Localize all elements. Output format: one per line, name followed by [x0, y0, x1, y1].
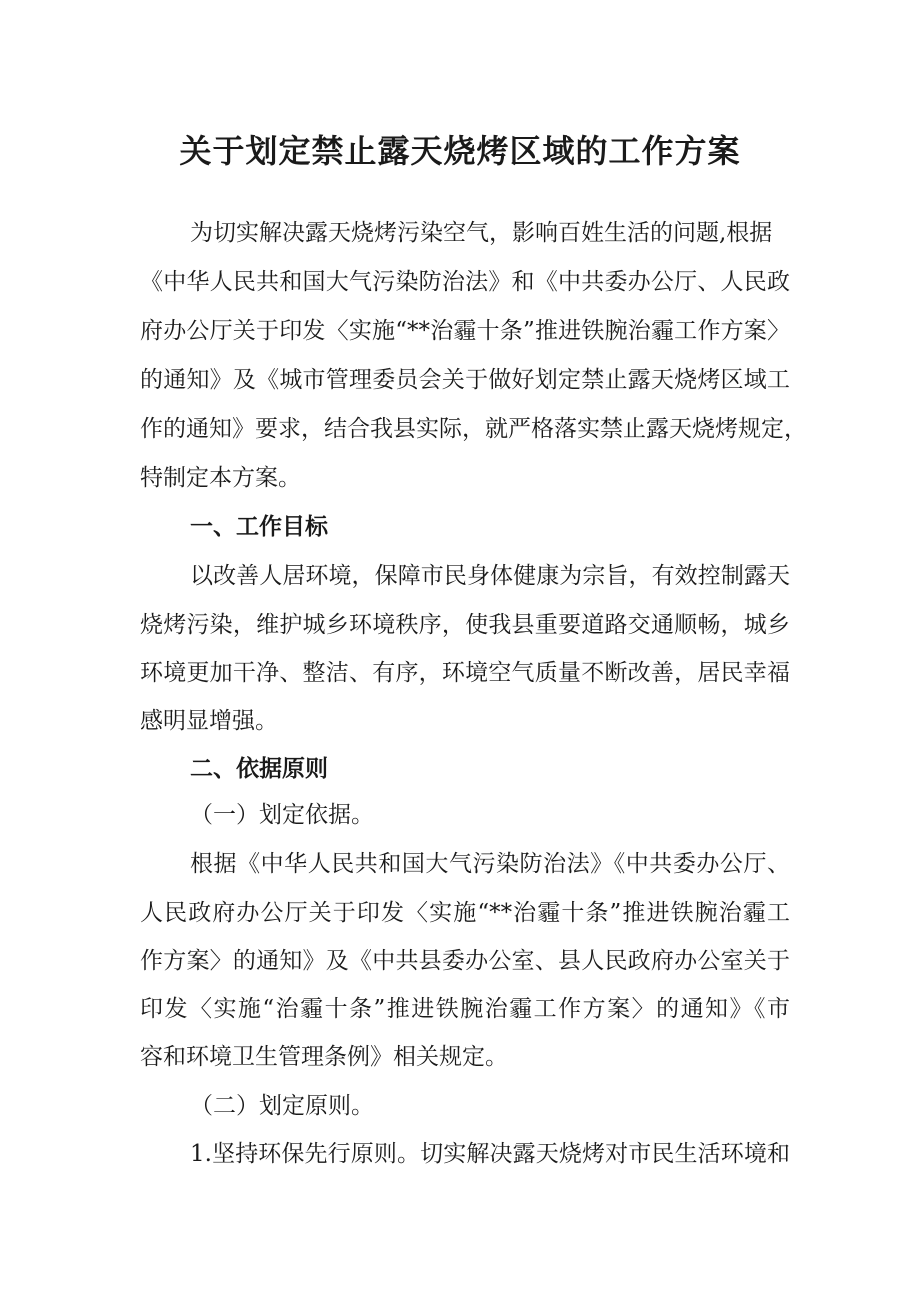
intro-line-3: 府办公厅关于印发〈实施“**治霾十条”推进铁腕治霾工作方案〉 — [140, 318, 790, 344]
intro-line-6: 特制定本方案。 — [140, 465, 301, 491]
intro-line-2: 《中华人民共和国大气污染防治法》和《中共委办公厅、人民政 — [140, 269, 790, 295]
section-1-heading: 一、工作目标 — [190, 514, 328, 540]
section-2-sub2-line-1: 1.坚持环保先行原则。切实解决露天烧烤对市民生活环境和 — [190, 1141, 790, 1167]
section-1-line-3: 环境更加干净、整洁、有序，环境空气质量不断改善，居民幸福 — [140, 660, 790, 686]
intro-line-5: 作的通知》要求，结合我县实际，就严格落实禁止露天烧烤规定， — [140, 416, 807, 442]
section-1-line-4: 感明显增强。 — [140, 708, 278, 734]
section-2-sub1-line-1: 根据《中华人民共和国大气污染防治法》《中共委办公厅、 — [190, 851, 790, 877]
section-2-subheading-2: （二）划定原则。 — [190, 1093, 374, 1119]
intro-line-4: 的通知》及《城市管理委员会关于做好划定禁止露天烧烤区域工 — [140, 367, 790, 393]
section-2-subheading-1: （一）划定依据。 — [190, 802, 374, 828]
intro-line-1: 为切实解决露天烧烤污染空气，影响百姓生活的问题,根据 — [190, 220, 773, 246]
section-2-sub1-line-2: 人民政府办公厅关于印发〈实施“**治霾十条”推进铁腕治霾工 — [140, 900, 790, 926]
section-2-heading: 二、依据原则 — [190, 756, 328, 782]
section-1-line-2: 烧烤污染，维护城乡环境秩序，使我县重要道路交通顺畅，城乡 — [140, 612, 790, 638]
document-title: 关于划定禁止露天烧烤区域的工作方案 — [179, 132, 741, 170]
section-2-sub1-line-3: 作方案〉的通知》及《中共县委办公室、县人民政府办公室关于 — [140, 948, 790, 974]
section-2-sub1-line-5: 容和环境卫生管理条例》相关规定。 — [140, 1044, 508, 1070]
section-1-line-1: 以改善人居环境，保障市民身体健康为宗旨，有效控制露天 — [190, 563, 790, 589]
section-2-sub1-line-4: 印发〈实施“治霾十条”推进铁腕治霾工作方案〉的通知》《市 — [140, 996, 790, 1022]
